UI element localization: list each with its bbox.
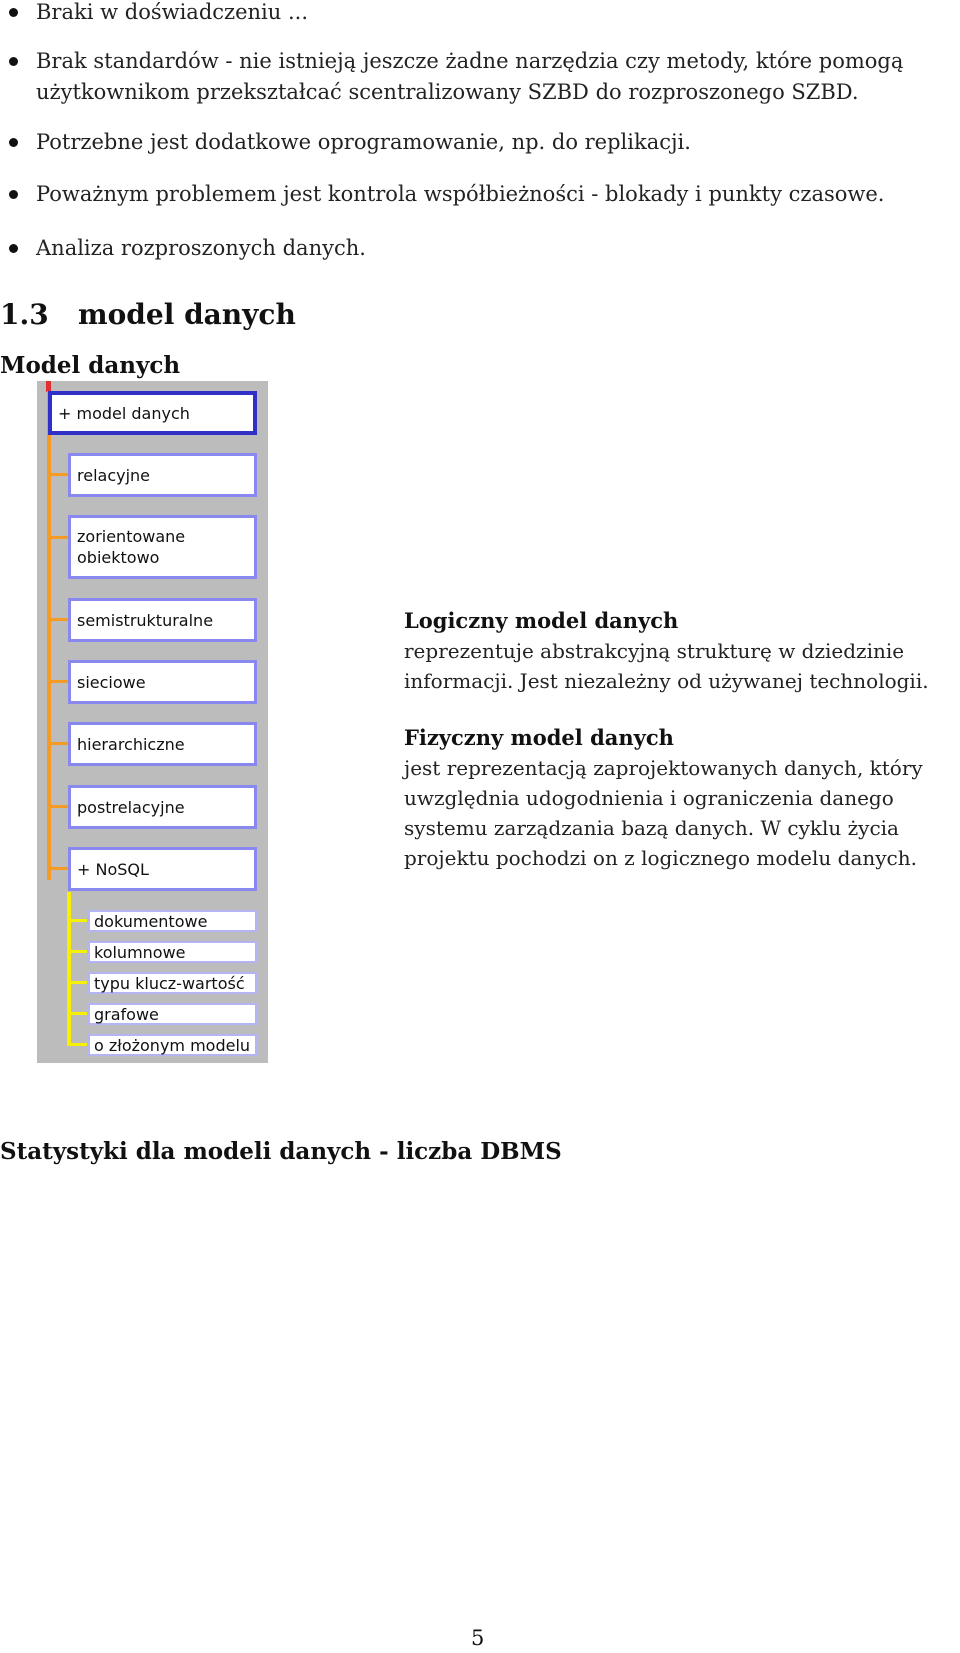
- bullet-item: Analiza rozproszonych danych.: [36, 233, 956, 264]
- tree-branch: [47, 742, 69, 745]
- tree-node-label-line: zorientowane: [77, 527, 186, 546]
- tree-leaf-zlozony-model: o złożonym modelu: [88, 1034, 257, 1056]
- definition-text: jest reprezentacją zaprojektowanych danych, który uwzględnia udogodnienia i ograniczenia danego systemu zarządzania bazą danych. W cyklu życia projektu pochodzi on z logicznego modelu danych.: [404, 756, 923, 870]
- nosql-branch: [67, 919, 87, 922]
- definition-logical-model: [404, 606, 960, 696]
- definition-text: reprezentuje abstrakcyjną strukturę w dziedzinie informacji. Jest niezależny od używanej technologii.: [404, 639, 929, 693]
- nosql-branch: [67, 1012, 87, 1015]
- tree-node-nosql: + NoSQL: [68, 847, 257, 891]
- section-title: model danych: [78, 298, 296, 331]
- section-number: 1.3: [0, 298, 49, 331]
- tree-branch: [47, 805, 69, 808]
- bullet-item: Potrzebne jest dodatkowe oprogramowanie, np. do replikacji.: [36, 127, 956, 158]
- tree-branch: [47, 618, 69, 621]
- tree-leaf-klucz-wartosc: typu klucz-wartość: [88, 972, 257, 994]
- bullet-item: Braki w doświadczeniu ...: [36, 0, 956, 28]
- tree-node-root: + model danych: [48, 391, 257, 435]
- nosql-branch: [67, 981, 87, 984]
- tree-branch: [47, 680, 69, 683]
- tree-branch: [47, 473, 69, 476]
- tree-leaf-grafowe: grafowe: [88, 1003, 257, 1025]
- definition-term: Logiczny model danych: [404, 608, 679, 633]
- tree-leaf-dokumentowe: dokumentowe: [88, 910, 257, 932]
- page-number: 5: [471, 1626, 485, 1650]
- tree-branch: [47, 536, 69, 539]
- bullet-item: Brak standardów - nie istnieją jeszcze żadne narzędzia czy metody, które pomogą użytkownikom przekształcać scentralizowany SZBD do rozproszonego SZBD.: [36, 46, 956, 108]
- tree-node-zorientowane-obiektowo: [68, 515, 257, 579]
- nosql-branch: [67, 1043, 87, 1046]
- tree-node-sieciowe: sieciowe: [68, 660, 257, 704]
- tree-branch: [47, 867, 69, 870]
- nosql-branch-line: [67, 892, 71, 1046]
- definition-physical-model: [404, 723, 960, 873]
- bullet-item: Poważnym problemem jest kontrola współbieżności - blokady i punkty czasowe.: [36, 179, 956, 210]
- tree-leaf-kolumnowe: kolumnowe: [88, 941, 257, 963]
- tree-node-semistrukturalne: semistrukturalne: [68, 598, 257, 642]
- section-heading: [0, 298, 296, 331]
- tree-node-label-line: obiektowo: [77, 548, 160, 567]
- tree-node-relacyjne: relacyjne: [68, 453, 257, 497]
- stats-heading: Statystyki dla modeli danych - liczba DBMS: [0, 1138, 562, 1165]
- nosql-branch: [67, 950, 87, 953]
- model-danych-subheading: Model danych: [0, 352, 181, 379]
- tree-node-hierarchiczne: hierarchiczne: [68, 722, 257, 766]
- data-model-tree-diagram: [37, 381, 268, 1063]
- definition-term: Fizyczny model danych: [404, 725, 674, 750]
- tree-node-postrelacyjne: postrelacyjne: [68, 785, 257, 829]
